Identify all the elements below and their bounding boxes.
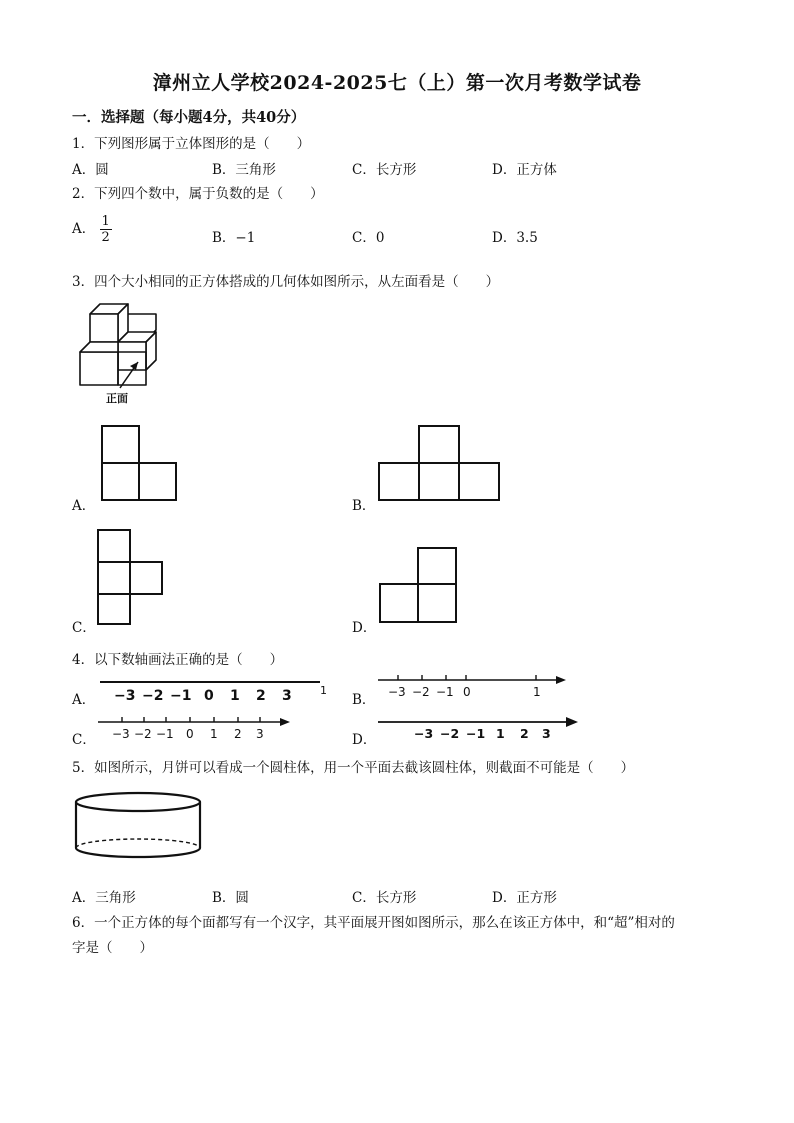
question-5-stem: 5．如图所示，月饼可以看成一个圆柱体，用一个平面去截该圆柱体，则截面不可能是（ ） <box>72 760 635 776</box>
question-6-stem-line2: 字是（ ） <box>72 940 153 956</box>
q3-option-c: C． <box>72 620 96 636</box>
q2-option-d: D．3.5 <box>492 230 538 246</box>
axis-c-label: −2 <box>134 727 152 741</box>
q5-option-c: C．长方形 <box>352 890 417 906</box>
q2-option-b: B．−1 <box>212 230 256 246</box>
q5-option-b: B．圆 <box>212 890 249 906</box>
q5-option-a: A．三角形 <box>72 890 136 906</box>
question-1-stem: 1．下列图形属于立体图形的是（ ） <box>72 136 311 152</box>
q4-axis-b <box>374 672 574 700</box>
q2-option-c: C．0 <box>352 230 385 246</box>
q3-option-c-figure <box>94 526 168 628</box>
q4-option-a: A． <box>72 692 96 708</box>
exam-title: 漳州立人学校2024-2025七（上）第一次月考数学试卷 <box>152 72 642 94</box>
q3-option-a-figure <box>96 420 186 504</box>
axis-a-label: 3 <box>282 688 292 704</box>
q4-axis-c <box>94 714 294 742</box>
fraction-one-half <box>100 214 112 245</box>
axis-c-label: 2 <box>234 727 242 741</box>
axis-d-label: 1 <box>496 726 505 741</box>
q3-option-b-figure <box>374 420 506 504</box>
q1-option-d: D．正方体 <box>492 162 557 178</box>
axis-b-label: 1 <box>533 685 541 699</box>
axis-d-label: 2 <box>520 726 529 741</box>
axis-b-label: −3 <box>388 685 406 699</box>
axis-d-label: −3 <box>414 726 434 741</box>
q4-option-c: C． <box>72 732 96 748</box>
q1-option-c: C．长方形 <box>352 162 417 178</box>
axis-a-label: 0 <box>204 688 214 704</box>
axis-b-label: 0 <box>463 685 471 699</box>
axis-d-label: −2 <box>440 726 460 741</box>
q4-axis-a <box>94 676 334 706</box>
q3-option-d-figure <box>374 544 464 628</box>
axis-c-label: 0 <box>186 727 194 741</box>
axis-d-label: −1 <box>466 726 486 741</box>
question-3-stem: 3．四个大小相同的正方体搭成的几何体如图所示，从左面看是（ ） <box>72 274 500 290</box>
axis-c-label: −1 <box>156 727 174 741</box>
q5-option-d: D．正方形 <box>492 890 557 906</box>
axis-c-label: 3 <box>256 727 264 741</box>
axis-a-tail: 1 <box>320 684 327 697</box>
axis-a-label: 2 <box>256 688 266 704</box>
question-2-stem: 2．下列四个数中，属于负数的是（ ） <box>72 186 324 202</box>
axis-a-label: −2 <box>142 688 164 704</box>
axis-a-label: −1 <box>170 688 192 704</box>
q4-option-b: B． <box>352 692 376 708</box>
axis-a-label: −3 <box>114 688 136 704</box>
q2-option-a-letter: A． <box>72 221 96 237</box>
cylinder-figure <box>72 788 208 868</box>
q3-option-b: B． <box>352 498 376 514</box>
section-heading: 一．选择题（每小题4分，共40分） <box>72 109 306 126</box>
q4-axis-d <box>374 712 584 742</box>
q1-option-a: A．圆 <box>72 162 109 178</box>
q3-option-d: D． <box>352 620 377 636</box>
q4-option-d: D． <box>352 732 377 748</box>
fraction-denominator: 2 <box>101 230 110 245</box>
q3-option-a: A． <box>72 498 96 514</box>
fraction-numerator: 1 <box>101 214 110 229</box>
q1-option-b: B．三角形 <box>212 162 276 178</box>
axis-c-label: −3 <box>112 727 130 741</box>
question-6-stem-line1: 6．一个正方体的每个面都写有一个汉字，其平面展开图如图所示，那么在该正方体中，和“超”相对的 <box>72 915 675 931</box>
front-label: 正面 <box>106 392 128 405</box>
q2-option-a <box>72 214 112 245</box>
axis-b-label: −1 <box>436 685 454 699</box>
question-4-stem: 4．以下数轴画法正确的是（ ） <box>72 652 284 668</box>
axis-b-label: −2 <box>412 685 430 699</box>
axis-c-label: 1 <box>210 727 218 741</box>
cube-stack-figure <box>72 296 172 406</box>
axis-d-label: 3 <box>542 726 551 741</box>
axis-a-label: 1 <box>230 688 240 704</box>
